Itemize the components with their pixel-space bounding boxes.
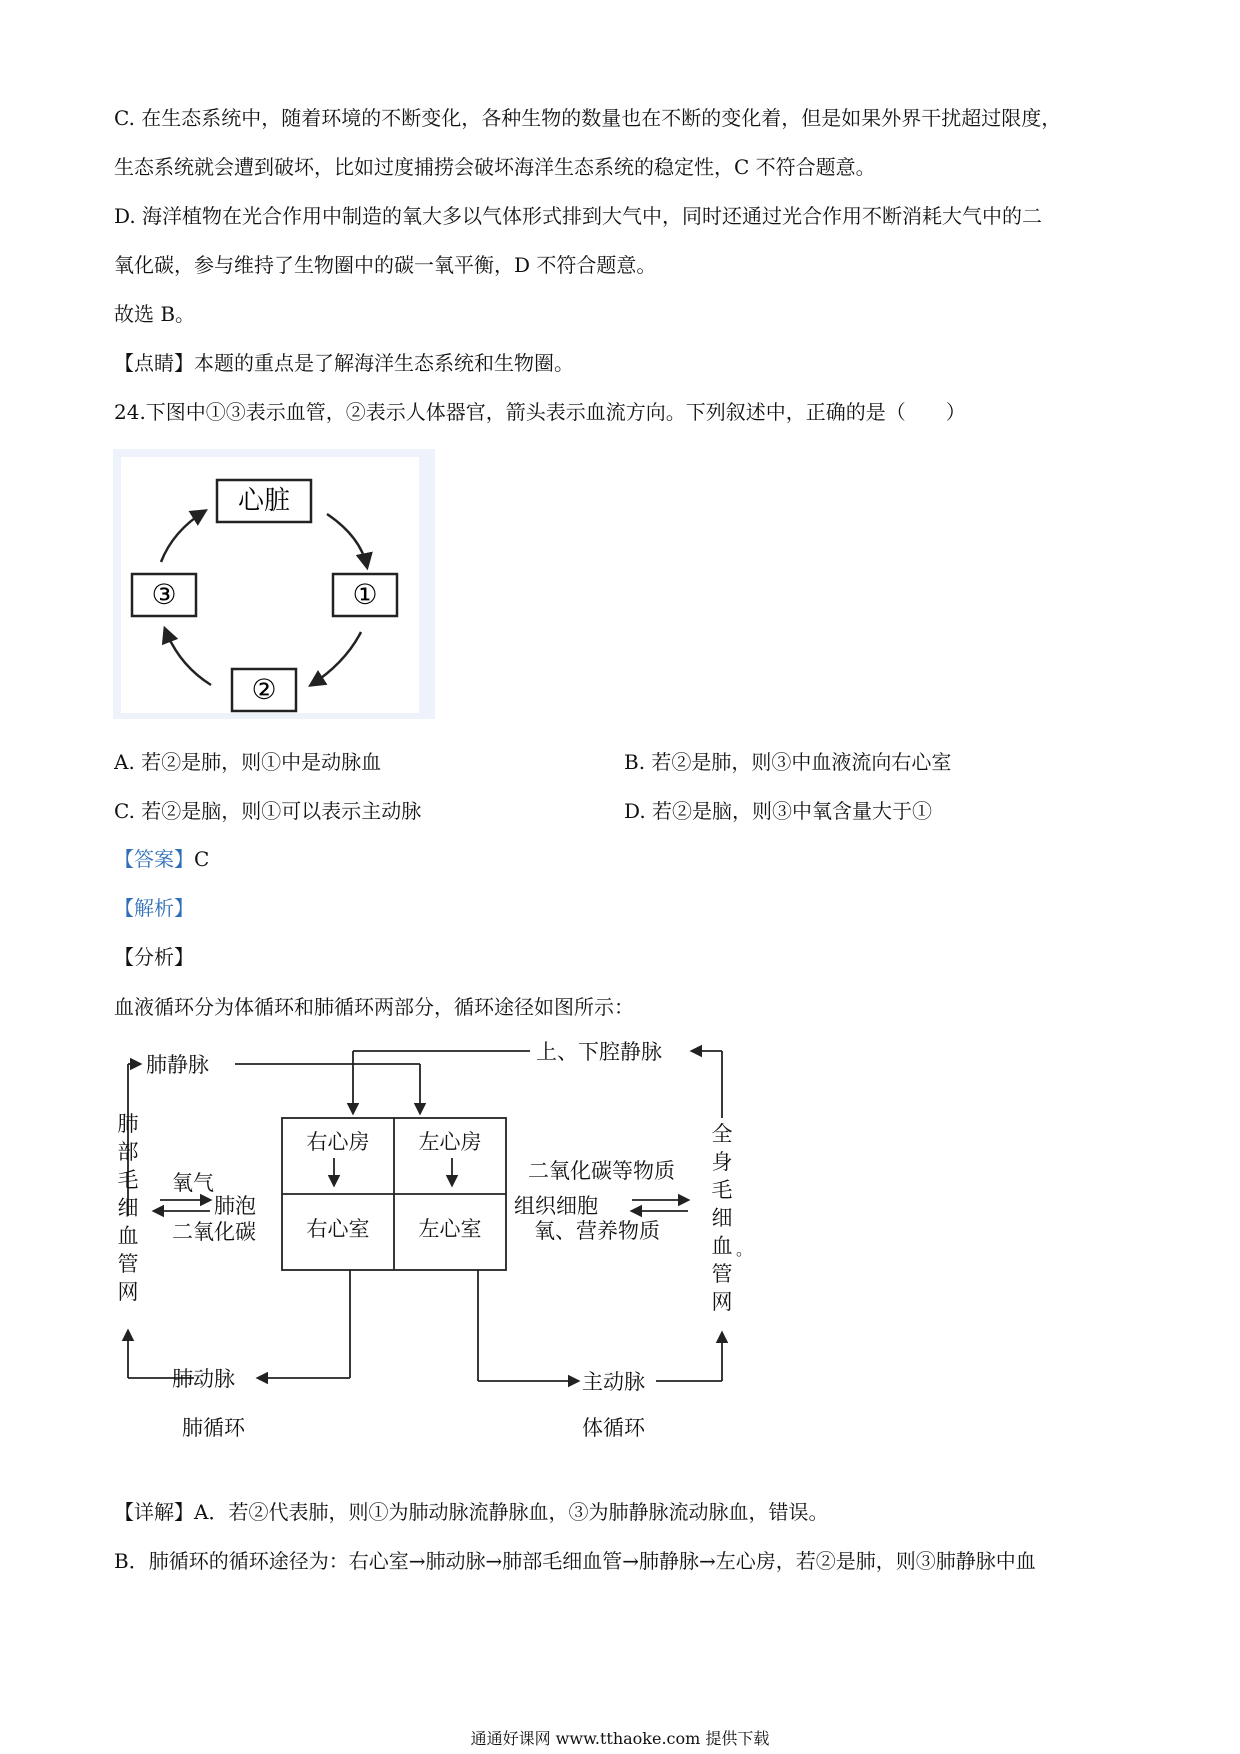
svg-text:部: 部	[117, 1140, 139, 1164]
dianjing-tag: 【点睛】	[114, 351, 194, 375]
svg-text:身: 身	[711, 1150, 733, 1174]
vessel-1-label: ①	[352, 578, 378, 611]
heart-cycle-figure	[113, 449, 435, 719]
analysis-tag: 【解析】	[114, 896, 194, 920]
svg-text:管: 管	[711, 1262, 733, 1286]
co2-etc-label: 二氧化碳等物质	[528, 1159, 675, 1183]
option-c: C. 若②是脑，则①可以表示主动脉	[114, 799, 422, 823]
organ-2-label: ②	[251, 673, 277, 706]
answer-tag: 【答案】	[114, 847, 194, 871]
vessel-1-box	[333, 574, 397, 616]
detail-a	[114, 1497, 828, 1527]
option-b: B. 若②是肺，则③中血液流向右心室	[624, 750, 952, 774]
svg-text:毛: 毛	[711, 1178, 733, 1202]
lung-capillary-label	[118, 1112, 139, 1304]
footer-watermark: 通通好课网 www.tthaoke.com 提供下载	[470, 1729, 770, 1748]
option-c-line-1: C. 在生态系统中，随着环境的不断变化，各种生物的数量也在不断的变化着，但是如果外界干扰超过限度，	[114, 106, 1062, 130]
answer	[114, 844, 209, 874]
svg-text:细: 细	[117, 1196, 139, 1220]
pulmonary-artery-label: 肺动脉	[172, 1367, 235, 1391]
organ-2-box	[232, 669, 296, 711]
svg-text:细: 细	[711, 1206, 733, 1230]
detail-tag: 【详解】	[114, 1500, 194, 1524]
svg-text:毛: 毛	[117, 1168, 139, 1192]
vessel-3-box	[132, 574, 196, 616]
svg-text:血: 血	[117, 1224, 139, 1248]
svg-text:网: 网	[711, 1290, 733, 1314]
option-c-line-2: 生态系统就会遭到破坏，比如过度捕捞会破坏海洋生态系统的稳定性，C 不符合题意。	[114, 155, 876, 179]
body-capillary-label	[712, 1122, 733, 1314]
detail-a-text: A．若②代表肺，则①为肺动脉流静脉血，③为肺静脉流动脉血，错误。	[194, 1500, 829, 1524]
systemic-circulation-label: 体循环	[582, 1416, 645, 1440]
answer-choice: 故选 B。	[114, 302, 196, 326]
oxygen-nutrients-label: 氧、营养物质	[534, 1219, 660, 1243]
option-d-line-1: D. 海洋植物在光合作用中制造的氧大多以气体形式排到大气中，同时还通过光合作用不断消耗大气中的二	[114, 204, 1043, 228]
option-d-line-2: 氧化碳，参与维持了生物圈中的碳一氧平衡，D 不符合题意。	[114, 253, 657, 277]
dianjing-text: 本题的重点是了解海洋生态系统和生物圈。	[194, 351, 574, 375]
option-d: D. 若②是脑，则③中氧含量大于①	[624, 799, 933, 823]
answer-value: C	[194, 847, 210, 871]
svg-text:网: 网	[117, 1280, 139, 1304]
vena-cava-label: 上、下腔静脉	[536, 1040, 662, 1064]
question-24: 24.下图中①③表示血管，②表示人体器官，箭头表示血流方向。下列叙述中，正确的是（ ）	[114, 400, 966, 424]
circulation-intro: 血液循环分为体循环和肺循环两部分，循环途径如图所示：	[114, 995, 634, 1019]
tissue-cells-label: 组织细胞	[514, 1194, 598, 1218]
right-atrium-label: 右心房	[306, 1130, 370, 1154]
vessel-3-label: ③	[151, 578, 177, 611]
svg-text:管: 管	[117, 1252, 139, 1276]
stray-dot: 。	[736, 1240, 753, 1259]
svg-text:全: 全	[711, 1122, 733, 1146]
heart-label: 心脏	[237, 486, 291, 516]
pulmonary-vein-label: 肺静脉	[146, 1053, 209, 1077]
dianjing	[114, 348, 574, 378]
fenxi-tag: 【分析】	[114, 945, 194, 969]
blood-circulation-diagram	[110, 1035, 770, 1475]
heart-box	[217, 480, 311, 522]
alveoli-label: 肺泡	[214, 1194, 256, 1218]
detail-b: B．肺循环的循环途径为：右心室→肺动脉→肺部毛细血管→肺静脉→左心房，若②是肺，则③肺静脉中血	[114, 1549, 1036, 1573]
option-a: A. 若②是肺，则①中是动脉血	[114, 750, 382, 774]
left-atrium-label: 左心房	[418, 1130, 482, 1154]
left-ventricle-label: 左心室	[418, 1217, 482, 1241]
aorta-label: 主动脉	[582, 1370, 645, 1394]
co2-label: 二氧化碳	[172, 1220, 256, 1244]
right-ventricle-label: 右心室	[306, 1217, 370, 1241]
oxygen-label: 氧气	[172, 1171, 214, 1195]
svg-text:血: 血	[711, 1234, 733, 1258]
svg-text:肺: 肺	[117, 1112, 139, 1136]
pulmonary-circulation-label: 肺循环	[182, 1416, 245, 1440]
